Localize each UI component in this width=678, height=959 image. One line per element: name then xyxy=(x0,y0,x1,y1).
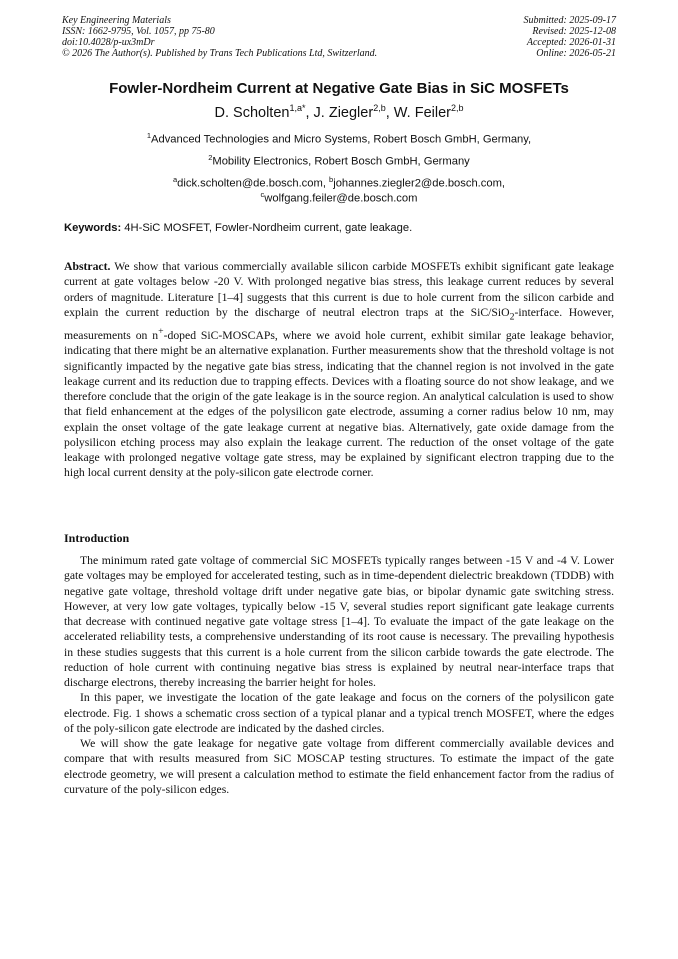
email-address[interactable]: dick.scholten@de.bosch.com, xyxy=(177,177,330,190)
affiliation-1 xyxy=(0,131,678,146)
superscript: + xyxy=(158,326,164,338)
email-mark: c xyxy=(260,190,265,199)
submission-dates xyxy=(524,15,617,59)
date-revised: Revised: 2025-12-08 xyxy=(532,26,616,37)
affiliation-text: Advanced Technologies and Micro Systems, Robert Bosch GmbH, Germany, xyxy=(151,133,532,146)
date-submitted: Submitted: 2025-09-17 xyxy=(523,15,616,26)
keywords-text: 4H-SiC MOSFET, Fowler-Nordheim current, gate leakage. xyxy=(121,222,413,234)
paper-title: Fowler-Nordheim Current at Negative Gate Bias in SiC MOSFETs xyxy=(109,80,569,97)
abstract-text: -doped SiC-MOSCAPs, where we avoid hole current, exhibit similar gate leakage behavior, indicating that there might be an alternative explanation. Further measurements show that the threshold voltage is not significantly impacted by the negative gate bias stress, indicating that the channel region is not involved in the gate leakage current and its reduction due to trapping effects. Devices with a floating source do not show leakage, and we therefore conclude that the origin of the gate leakage is in the source region. An analytical calculation is used to show that field enhancement at the edges of the polysilicon gate electrode, assuming a corner radius below 10 nm, may explain the onset voltage of the gate leakage current at negative bias. Alternatively, gate oxide damage from the polysilicon etching process may also explain the leakage current. The reduction of the onset voltage of the gate leakage with prolonged negative voltage gate stress, may be explained by significant electron trapping due to the high local current density at the poly-silicon gate electrode corner. xyxy=(64,329,614,480)
journal-info xyxy=(62,15,377,59)
paragraph: The minimum rated gate voltage of commercial SiC MOSFETs typically ranges between -15 V and -4 V. Lower gate voltages may be employed for accelerated testing, such as in time-dependent dielectric breakdown (TDDB) with negative gate voltage, threshold voltage drift under negative gate bias, or bipolar dynamic gate switching stress. However, at very low gate voltages, typically below -15 V, several studies report significant gate leakage currents that decrease with continued negative gate voltage stress [1–4]. To evaluate the impact of the gate leakage on the accelerated reliability tests, a comprehensive understanding of its root cause is necessary. The prevailing hypothesis in these studies suggests that this current is a hole current from the silicon carbide towards the gate electrode. The reduction of hole current with continuing negative bias stress is explained by neutral near-interface traps that discharge electrons, thereby increasing the barrier height for holes. xyxy=(64,554,614,689)
paragraph: We will show the gate leakage for negative gate voltage from different commercially available devices and compare that with results measured from SiC MOSCAP testing structures. To estimate the impact of the gate electrode geometry, we will present a calculation method to estimate the field enhancement factor from the radius of curvature of the poly-silicon edges. xyxy=(64,737,614,796)
date-accepted: Accepted: 2026-01-31 xyxy=(526,37,616,48)
date-online: Online: 2026-05-21 xyxy=(536,48,616,59)
email-mark: a xyxy=(172,175,178,184)
author-affiliation-mark: 2,b xyxy=(373,103,386,113)
email-address[interactable]: johannes.ziegler2@de.bosch.com, xyxy=(333,177,506,190)
affiliation-mark: 2 xyxy=(208,153,213,162)
paragraph: In this paper, we investigate the location of the gate leakage and focus on the corners of the polysilicon gate electrode. Fig. 1 shows a schematic cross section of a typical planar and a typical trench MOSFET, where the edges of the poly-silicon gate electrode are indicated by the dashed circles. xyxy=(64,691,614,735)
author-separator: , xyxy=(305,104,314,121)
journal-name: Key Engineering Materials xyxy=(62,15,171,26)
introduction-body xyxy=(64,553,614,797)
email-address[interactable]: wolfgang.feiler@de.bosch.com xyxy=(264,192,418,205)
keywords xyxy=(64,222,614,234)
affiliation-2 xyxy=(0,153,678,168)
author-name: J. Ziegler xyxy=(313,104,374,121)
journal-copyright: © 2026 The Author(s). Published by Trans Tech Publications Ltd, Switzerland. xyxy=(62,48,378,59)
keywords-label: Keywords: xyxy=(64,222,122,234)
affiliation-mark: 1 xyxy=(146,131,152,140)
email-mark: b xyxy=(329,175,334,184)
author-email-3 xyxy=(0,190,678,205)
abstract-label: Abstract. xyxy=(64,260,111,273)
author-affiliation-mark: 2,b xyxy=(450,103,464,113)
author-name: D. Scholten xyxy=(214,104,290,121)
author-list xyxy=(0,103,678,121)
affiliation-text: Mobility Electronics, Robert Bosch GmbH, Germany xyxy=(212,155,470,168)
abstract xyxy=(64,259,614,481)
author-name: W. Feiler xyxy=(393,104,451,121)
subscript: 2 xyxy=(509,311,515,323)
section-heading-introduction: Introduction xyxy=(64,531,130,545)
author-separator: , xyxy=(385,104,394,121)
journal-issn: ISSN: 1662-9795, Vol. 1057, pp 75-80 xyxy=(62,26,215,37)
author-affiliation-mark: 1,a* xyxy=(289,103,306,113)
journal-doi: doi:10.4028/p-ux3mDr xyxy=(62,37,155,48)
abstract-text: -interface. However, measurements on n xyxy=(64,305,614,343)
abstract-text: We show that various commercially available silicon carbide MOSFETs exhibit significant gate leakage current at gate voltages below -20 V. With prolonged negative bias stress, this leakage current reduces by several orders of magnitude. Literature [1–4] suggests that this current is due to hole current from the silicon carbide and explain the current reduction by the discharge of neutral electron traps at the SiC/SiO xyxy=(64,260,614,319)
author-emails xyxy=(0,175,678,190)
